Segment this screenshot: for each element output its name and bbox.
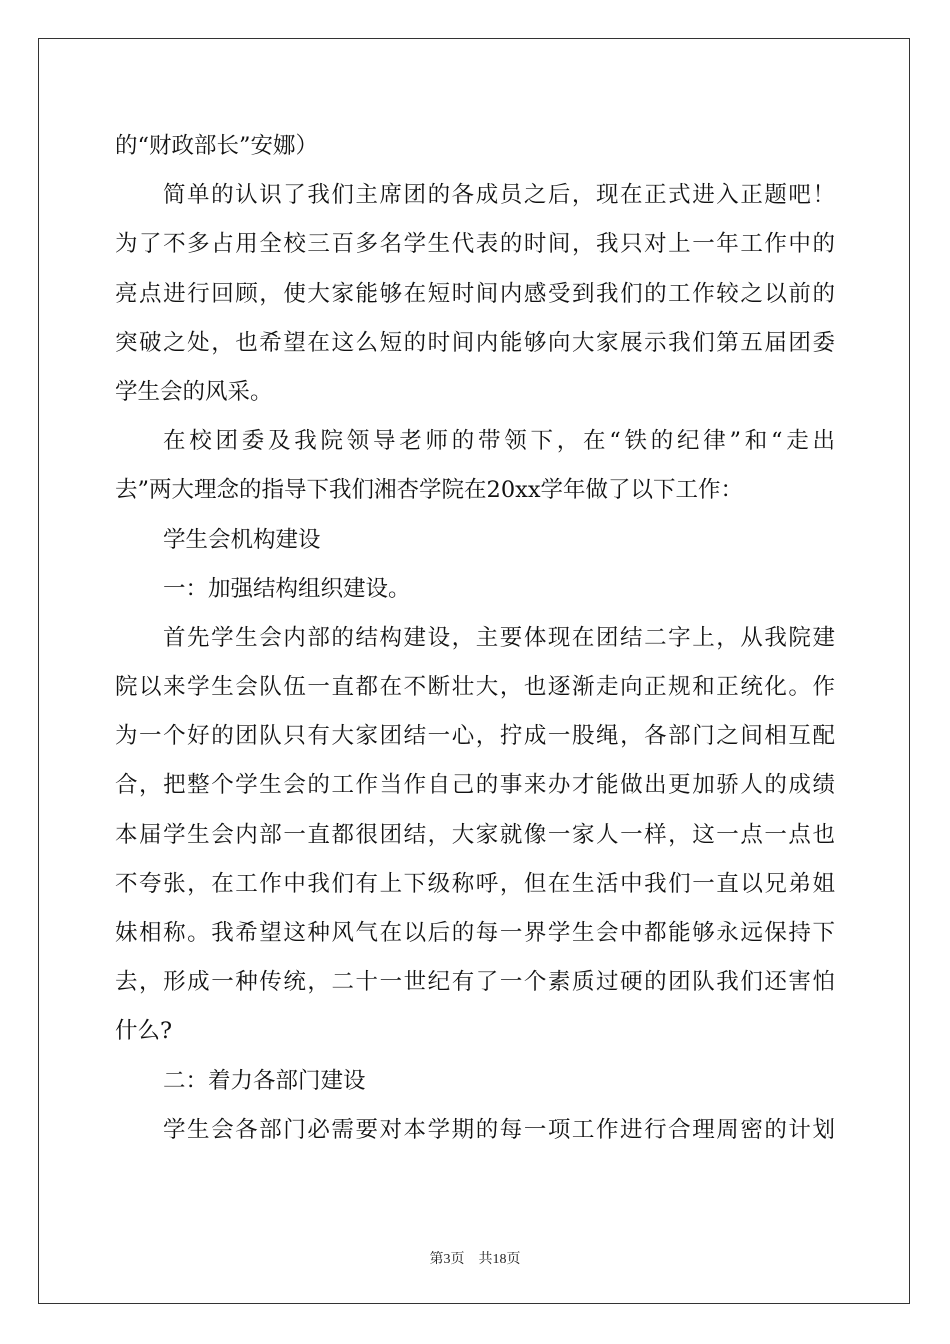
text-line: 的“财政部长”安娜） — [115, 133, 319, 159]
text-line: 学生会的风采。 — [115, 378, 273, 405]
text-line: 不夸张，在工作中我们有上下级称呼，但在生活中我们一直以兄弟姐 — [115, 870, 835, 897]
text-line: 首先学生会内部的结构建设，主要体现在团结二字上，从我院建 — [163, 624, 835, 651]
text-line: 什么? — [115, 1018, 173, 1045]
text-line: 简单的认识了我们主席团的各成员之后，现在正式进入正题吧！ — [163, 182, 835, 209]
text-line: 为一个好的团队只有大家团结一心，拧成一股绳，各部门之间相互配 — [115, 723, 835, 750]
subsection-heading: 二：着力各部门建设 — [163, 1067, 366, 1094]
page-footer — [0, 1248, 950, 1268]
section-heading: 学生会机构建设 — [163, 526, 321, 553]
subsection-heading: 一：加强结构组织建设。 — [163, 575, 411, 602]
text-line: 突破之处，也希望在这么短的时间内能够向大家展示我们第五届团委 — [115, 329, 835, 356]
page-number: 第3页 — [429, 1252, 465, 1267]
text-line: 院以来学生会队伍一直都在不断壮大，也逐渐走向正规和正统化。作 — [115, 674, 835, 701]
text-line: 去，形成一种传统，二十一世纪有了一个素质过硬的团队我们还害怕 — [115, 969, 835, 996]
text-line: 合，把整个学生会的工作当作自己的事来办才能做出更加骄人的成绩 — [115, 772, 835, 799]
text-line: 为了不多占用全校三百多名学生代表的时间，我只对上一年工作中的 — [115, 231, 835, 258]
text-line: 本届学生会内部一直都很团结，大家就像一家人一样，这一点一点也 — [115, 821, 835, 848]
document-body — [115, 122, 835, 1155]
text-line: 亮点进行回顾，使大家能够在短时间内感受到我们的工作较之以前的 — [115, 280, 835, 307]
page-total: 共18页 — [478, 1252, 521, 1267]
text-line: 妹相称。我希望这种风气在以后的每一界学生会中都能够永远保持下 — [115, 920, 835, 946]
text-line: 学生会各部门必需要对本学期的每一项工作进行合理周密的计划 — [163, 1116, 835, 1143]
text-line: 去”两大理念的指导下我们湘杏学院在20xx学年做了以下工作： — [115, 477, 744, 504]
text-line: 在校团委及我院领导老师的带领下，在“铁的纪律”和“走出 — [163, 428, 835, 455]
